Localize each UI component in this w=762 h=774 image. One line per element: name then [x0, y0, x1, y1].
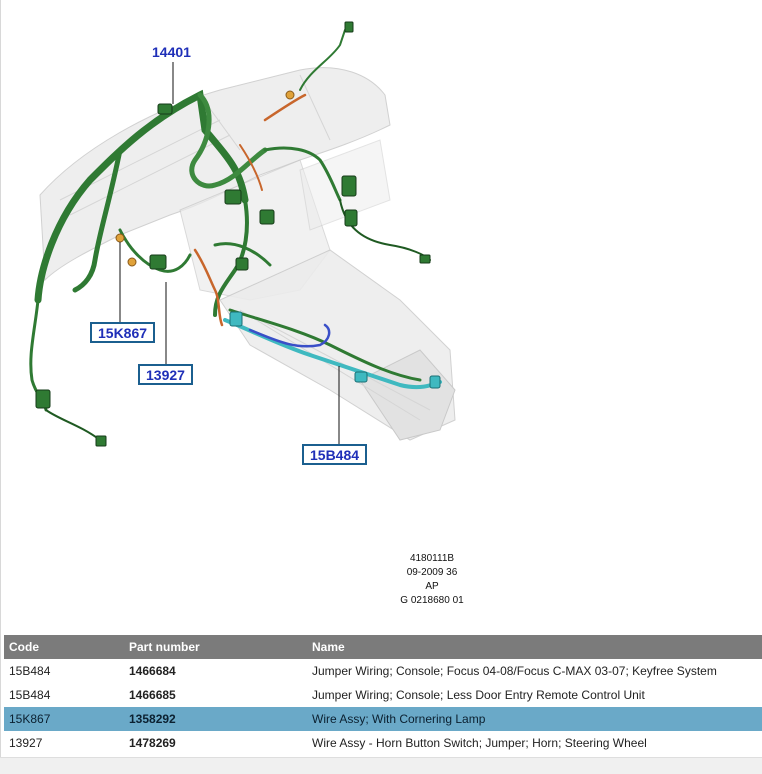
reference-line: AP	[425, 581, 439, 592]
reference-line: 09-2009 36	[406, 567, 458, 578]
callout-13927[interactable]: 13927	[138, 364, 193, 385]
diagram-reference	[360, 552, 504, 608]
reference-line: G 0218680 01	[400, 595, 464, 606]
callout-14401[interactable]: 14401	[152, 44, 191, 60]
callout-15B484[interactable]: 15B484	[302, 444, 367, 465]
cell-name: Jumper Wiring; Console; Less Door Entry Remote Control Unit	[312, 688, 645, 702]
table-row[interactable]	[4, 683, 762, 707]
table-row[interactable]	[4, 731, 762, 755]
cell-code: 15K867	[4, 707, 124, 731]
column-header-name[interactable]: Name	[307, 635, 762, 659]
parts-table	[4, 635, 762, 755]
table-row[interactable]	[4, 659, 762, 683]
cell-name: Wire Assy; With Cornering Lamp	[307, 707, 762, 731]
cell-code: 13927	[9, 736, 43, 750]
cell-part-number: 1478269	[129, 736, 176, 750]
cell-name: Wire Assy - Horn Button Switch; Jumper; Horn; Steering Wheel	[312, 736, 647, 750]
table-header-row	[4, 635, 762, 659]
column-header-part-number[interactable]: Part number	[124, 635, 307, 659]
callout-15K867[interactable]: 15K867	[90, 322, 155, 343]
cell-part-number: 1466684	[129, 664, 176, 678]
cell-part-number: 1358292	[124, 707, 307, 731]
cell-code: 15B484	[9, 664, 51, 678]
cell-name: Jumper Wiring; Console; Focus 04-08/Focus C-MAX 03-07; Keyfree System	[312, 664, 717, 678]
cell-part-number: 1466685	[129, 688, 176, 702]
footer-strip	[0, 757, 762, 774]
column-header-code[interactable]: Code	[4, 635, 124, 659]
table-row-selected[interactable]	[4, 707, 762, 731]
cell-code: 15B484	[9, 688, 51, 702]
reference-line: 4180111B	[409, 553, 455, 564]
